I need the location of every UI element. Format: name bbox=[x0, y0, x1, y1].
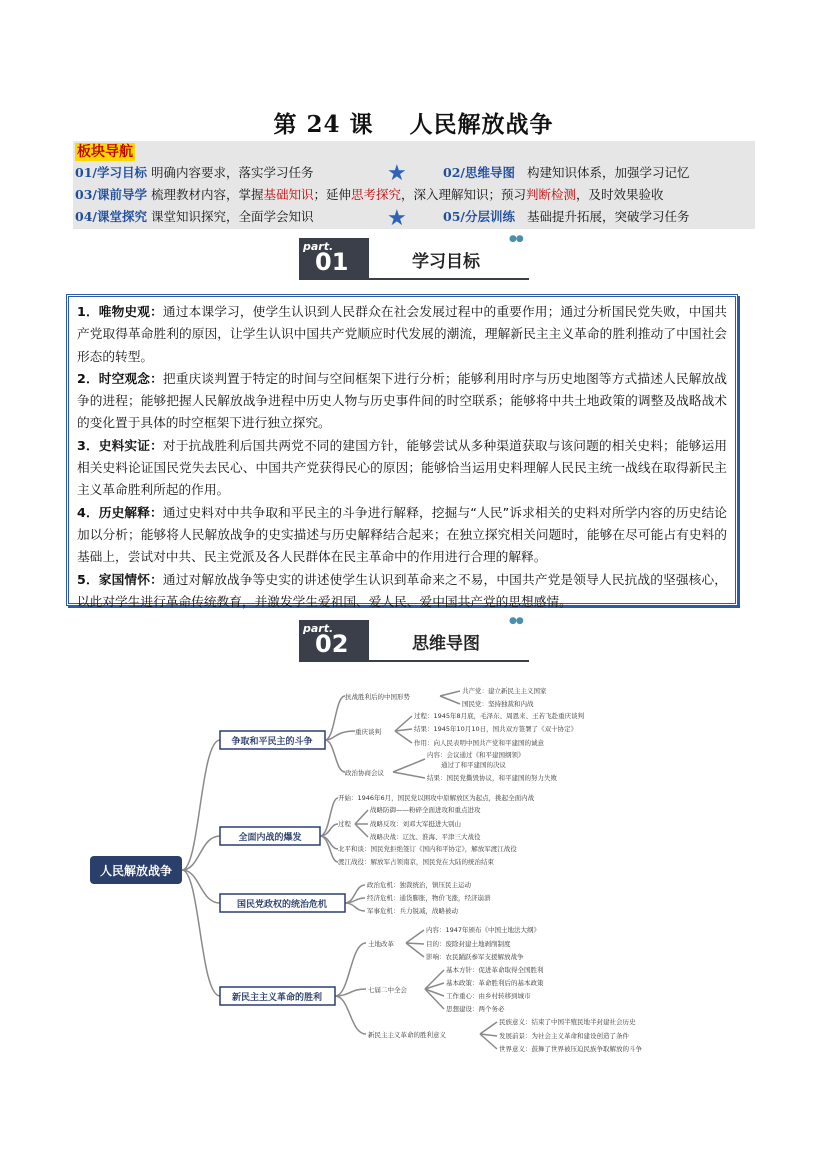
nav-desc: ，深入理解知识；预习 bbox=[401, 187, 527, 202]
mindmap-leaf: 世界意义：鼓舞了世界被压迫民族争取解放的斗争 bbox=[499, 1045, 642, 1053]
goal-heading: 1．唯物史观： bbox=[77, 304, 163, 319]
nav-desc: 基础提升拓展，突破学习任务 bbox=[526, 209, 690, 224]
nav-highlight: 基础知识 bbox=[263, 187, 314, 202]
mindmap-leaf: 渡江战役：解放军占领南京，国民党在大陆的统治结束 bbox=[338, 858, 494, 866]
nav-link-preview[interactable]: 03/课前导学 bbox=[75, 187, 147, 202]
mindmap-node: 土地改革 bbox=[368, 940, 394, 948]
part-number: 02 bbox=[315, 630, 349, 658]
part-tag: part. bbox=[303, 240, 334, 253]
part-label: 学习目标 bbox=[412, 252, 480, 272]
mindmap-node: 新民主主义革命的胜利意义 bbox=[368, 1031, 446, 1039]
goal-heading: 4．历史解释： bbox=[77, 504, 163, 520]
mindmap-leaf: 工作重心：由乡村转移到城市 bbox=[446, 992, 531, 1000]
mindmap-node: 抗战胜利后的中国形势 bbox=[345, 693, 410, 701]
mindmap-leaf: 过程：1945年8月底，毛泽东、周恩来、王若飞赴重庆谈判 bbox=[414, 712, 585, 720]
part-tag: part. bbox=[303, 622, 334, 635]
star-icon: ★ bbox=[387, 206, 407, 231]
mindmap-leaf: 战略防御——粉碎全面进攻和重点进攻 bbox=[370, 806, 481, 814]
mindmap-leaf: 国民党：坚持独裁和内战 bbox=[462, 700, 534, 708]
nav-highlight: 判断检测 bbox=[526, 187, 577, 202]
mindmap-leaf: 结果：国民党撕毁协议，和平建国的努力失败 bbox=[427, 774, 557, 782]
part-number: 01 bbox=[315, 248, 349, 276]
nav-desc: ，及时效果验收 bbox=[576, 187, 664, 202]
mindmap-leaf: 基本方针：促进革命取得全国胜利 bbox=[446, 966, 544, 974]
mindmap-leaf: 开始：1946年6月，国民党以围攻中原解放区为起点，挑起全面内战 bbox=[338, 794, 535, 802]
mindmap-leaf: 发展前景：为社会主义革命和建设创造了条件 bbox=[499, 1032, 629, 1040]
mindmap-branch-label: 新民主主义革命的胜利 bbox=[231, 993, 323, 1003]
nav-header: 板块导航 bbox=[77, 144, 133, 160]
nav-link-layered-training[interactable]: 05/分层训练 bbox=[443, 209, 515, 224]
goal-text: 通过史料对中共争取和平民主的斗争进行解释，挖掘与“人民”诉求相关的史料对所学内容的历史结论加以分析；能够将人民解放战争的史实描述与历史解释结合起来；在独立探究相关问题时，能够在尽可能占有史料的基础上，尝试对中共、民主党派及各人民群体在民主革命中的作用进行合理的解释。 bbox=[77, 504, 727, 565]
nav-link-class-inquiry[interactable]: 04/课堂探究 bbox=[75, 209, 147, 224]
dots-icon: ●● bbox=[509, 234, 523, 244]
mindmap-branch-label: 国民党政权的统治危机 bbox=[236, 900, 328, 910]
mindmap-branch-label: 全面内战的爆发 bbox=[238, 833, 302, 843]
goal-text: 通过本课学习，使学生认识到人民群众在社会发展过程中的重要作用；通过分析国民党失败，中国共产党取得革命胜利的原因，让学生认识中国共产党顺应时代发展的潮流，理解新民主主义革命的胜利推动了中国社会形态的转型。 bbox=[77, 304, 727, 364]
nav-desc: 构建知识体系，加强学习记忆 bbox=[526, 165, 690, 180]
part-label: 思维导图 bbox=[412, 634, 480, 654]
mindmap-leaf: 基本政策：革命胜利后的基本政策 bbox=[446, 979, 544, 987]
mindmap-leaf: 共产党：建立新民主主义国家 bbox=[462, 687, 547, 695]
mindmap-leaf: 影响：农民踊跃参军支援解放战争 bbox=[426, 953, 524, 961]
mindmap-root-label: 人民解放战争 bbox=[99, 864, 173, 878]
nav-desc: 课堂知识探究，全面学会知识 bbox=[150, 209, 314, 224]
goal-heading: 5．家国情怀： bbox=[77, 571, 163, 587]
star-icon: ★ bbox=[387, 161, 407, 186]
mindmap-node: 过程 bbox=[338, 820, 351, 828]
goal-heading: 2．时空观念： bbox=[77, 370, 163, 386]
mindmap-leaf: 内容：1947年颁布《中国土地法大纲》 bbox=[426, 926, 541, 934]
lesson-number: 第 24 课 bbox=[273, 111, 374, 138]
mindmap-node: 政治协商会议 bbox=[345, 769, 384, 777]
goal-text: 把重庆谈判置于特定的时间与空间框架下进行分析；能够利用时序与历史地图等方式描述人民解放战争的进程；能够把握人民解放战争进程中历史人物与历史事件间的时空联系；能够将中共土地政策的调整及战略战术的变化置于具体的时空框架下进行独立探究。 bbox=[77, 370, 727, 431]
nav-desc: 梳理教材内容，掌握 bbox=[150, 187, 264, 202]
mindmap-leaf: 内容：会议通过《和平建国纲领》 bbox=[427, 751, 525, 759]
mindmap-leaf: 战略决战：辽沈、淮海、平津三大战役 bbox=[370, 833, 481, 841]
nav-link-learning-goals[interactable]: 01/学习目标 bbox=[75, 165, 147, 180]
mindmap-leaf: 政治危机：独裁统治，镇压民主运动 bbox=[367, 881, 471, 889]
mindmap-leaf: 通过了和平建国的决议 bbox=[441, 761, 506, 769]
mindmap-leaf: 经济危机：通货膨胀，物价飞涨，经济崩溃 bbox=[367, 894, 491, 902]
mindmap-leaf: 作用：向人民表明中国共产党和平建国的诚意 bbox=[414, 739, 544, 747]
dots-icon: ●● bbox=[509, 616, 523, 626]
mindmap-leaf: 民族意义：结束了中国半殖民地半封建社会历史 bbox=[499, 1018, 636, 1026]
lesson-title: 人民解放战争 bbox=[409, 111, 554, 138]
mindmap-node: 重庆谈判 bbox=[355, 728, 381, 736]
nav-desc: ；延伸 bbox=[313, 187, 351, 202]
nav-desc: 明确内容要求，落实学习任务 bbox=[150, 165, 314, 180]
mindmap-leaf: 思想建设：两个务必 bbox=[446, 1005, 505, 1013]
mindmap-branch-label: 争取和平民主的斗争 bbox=[231, 737, 313, 747]
nav-highlight: 思考探究 bbox=[351, 187, 402, 202]
mindmap-leaf: 战略反攻：刘邓大军挺进大别山 bbox=[370, 820, 461, 828]
goal-heading: 3．史料实证： bbox=[77, 437, 163, 453]
goal-text: 对于抗战胜利后国共两党不同的建国方针，能够尝试从多种渠道获取与该问题的相关史料；能够运用相关史料论证国民党失去民心、中国共产党获得民心的原因；能够恰当运用史料理解人民民主统一战线在取得新民主主义革命胜利所起的作用。 bbox=[77, 437, 727, 498]
goal-text: 通过对解放战争等史实的讲述使学生认识到革命来之不易，中国共产党是领导人民抗战的坚强核心，以此对学生进行革命传统教育，并激发学生爱祖国、爱人民、爱中国共产党的思想感情。 bbox=[77, 571, 727, 609]
mindmap-leaf: 北平和谈：国民党拒绝签订《国内和平协定》，解放军渡江战役 bbox=[338, 845, 517, 853]
mindmap-leaf: 目的：废除封建土地剥削制度 bbox=[426, 940, 511, 948]
mindmap-leaf: 结果：1945年10月10日，国共双方签署了《双十协定》 bbox=[414, 725, 578, 733]
mindmap-node: 七届二中全会 bbox=[368, 986, 407, 994]
mindmap-leaf: 军事危机：兵力锐减，战略被动 bbox=[367, 907, 458, 915]
nav-link-mind-map[interactable]: 02/思维导图 bbox=[443, 165, 515, 180]
